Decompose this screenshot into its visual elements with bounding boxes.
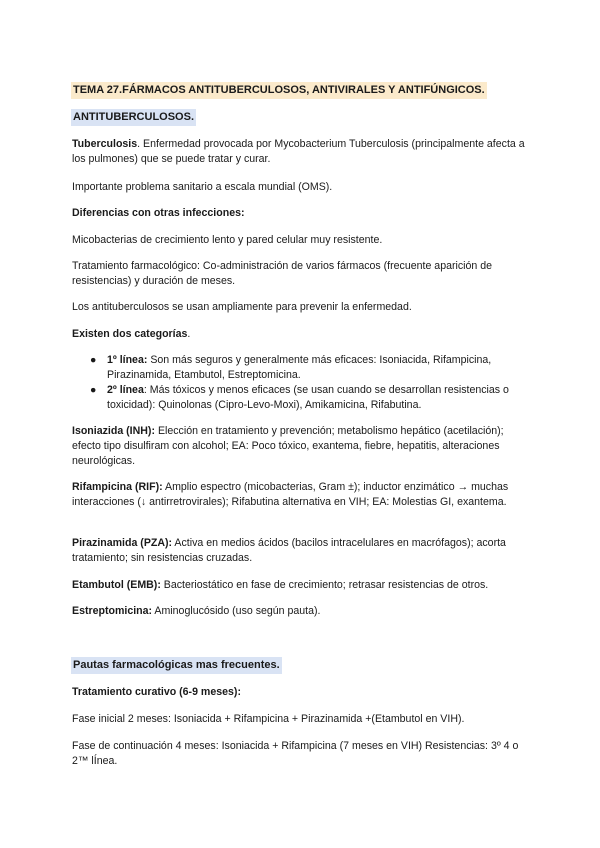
paragraph-antituberculosos: Los antituberculosos se usan ampliamente para prevenir la enfermedad. [72,301,412,313]
paragraph-rifampicina [72,480,534,510]
bullet-icon: ● [90,384,97,396]
drug-text: Activa en medios ácidos (bacilos intracelulares en macrófagos); acorta tratamiento; sin resistencias cruzadas. [72,537,506,564]
section-heading-antituberculosos: ANTITUBERCULOSOS. [71,109,196,126]
categoria-text: Son más seguros y generalmente más eficaces: Isoniacida, Rifampicina, Pirazinamida, Etambutol, Estreptomicina. [107,354,492,381]
heading-diferencias: Diferencias con otras infecciones: [72,207,245,219]
paragraph-fase-continuacion: Fase de continuación 4 meses: Isoniacida + Rifampicina (7 meses en VIH) Resistencias: 3º 4 o 2™ lÍnea. [72,740,519,767]
document-title: TEMA 27.FÁRMACOS ANTITUBERCULOSOS, ANTIVIRALES Y ANTIFÚNGICOS. [71,82,487,99]
paragraph-micobacterias: Micobacterias de crecimiento lento y pared celular muy resistente. [72,234,383,246]
categorias-heading-text: Existen dos categorías [72,328,188,340]
drug-text: Aminoglucósido (uso según pauta). [152,605,321,617]
heading-categorias [72,327,534,342]
drug-term: Etambutol (EMB): [72,579,161,591]
drug-text: Elección en tratamiento y prevención; metabolismo hepático (acetilación); efecto tipo disulfiram con alcohol; EA: Poco tóxico, exantema, fiebre, hepatitis, alteraciones neurológicas. [72,425,504,467]
tuberculosis-text: . Enfermedad provocada por Mycobacterium Tuberculosis (principalmente afecta a los pulmones) que se puede tratar y curar. [72,138,525,165]
drug-term: Estreptomicina: [72,605,153,617]
drug-term: Pirazinamida (PZA): [72,537,173,549]
term-tuberculosis: Tuberculosis [72,138,138,150]
paragraph-pirazinamida [72,536,534,566]
heading-tratamiento-curativo: Tratamiento curativo (6-9 meses): [72,686,241,698]
list-item [90,353,530,383]
drug-text: Amplio espectro (micobacterias, Gram ±); inductor enzimático → muchas interacciones (↓ antirretrovirales); Rifabutina alternativa en VIH; EA: Molestias GI, exantema. [72,481,509,508]
drug-term: Isoniazida (INH): [72,425,155,437]
paragraph-estreptomicina [72,604,534,619]
paragraph-fase-inicial: Fase inicial 2 meses: Isoniacida + Rifampicina + Pirazinamida +(Etambutol en VIH). [72,713,465,725]
categoria-term: 1º línea: [107,354,148,366]
drug-term: Rifampicina (RIF): [72,481,163,493]
paragraph-etambutol [72,578,534,593]
categoria-text: : Más tóxicos y menos eficaces (se usan cuando se desarrollan resistencias o toxicidad): Quinolonas (Cipro-Levo-Moxi), Amikamicina, Rifabutina. [107,384,509,411]
categorias-list [90,353,530,413]
drug-text: Bacteriostático en fase de crecimiento; retrasar resistencias de otros. [160,579,489,591]
bullet-icon: ● [90,354,97,366]
categorias-heading-dot: . [187,328,191,340]
paragraph-importante: Importante problema sanitario a escala mundial (OMS). [72,181,333,193]
section-heading-pautas: Pautas farmacológicas mas frecuentes. [71,657,282,674]
paragraph-tratamiento: Tratamiento farmacológico: Co-administración de varios fármacos (frecuente aparición de resistencias) y duración de meses. [72,260,493,287]
paragraph-tuberculosis [72,137,534,167]
paragraph-isoniazida [72,424,534,469]
list-item [90,383,530,413]
categoria-term: 2º línea [107,384,144,396]
